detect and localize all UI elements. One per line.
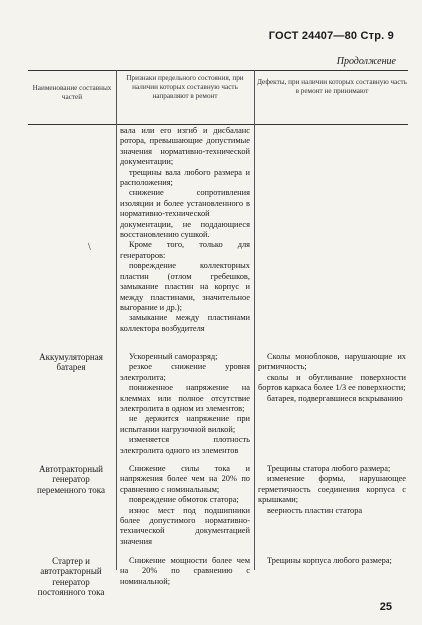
row2-sign-3: износ мест под подшипники более допустимого нормативно-технической документацией значения [120, 505, 250, 546]
row0-sign-1: вала или его изгиб и дисбаланс ротора, превышающие допустимые значения нормативно-технической документации; [120, 126, 250, 167]
table-top-rule [28, 70, 408, 71]
row1-sign-2: резкое снижение уровня электролита; [120, 362, 250, 382]
row0-signs [120, 126, 250, 334]
row0-sign-6: замыкание между пластинами коллектора возбудителя [120, 313, 250, 333]
row2-signs [120, 464, 250, 547]
column-header-parts: Наименование составных частей [32, 84, 112, 101]
row0-sign-3: снижение сопротивления изоляции и более установленного в нормативно-технической документации, не поддающиеся восстановлению сушкой. [120, 188, 250, 240]
margin-mark: \ [88, 242, 91, 253]
row2-sign-1: Снижение силы тока и напряжения более чем на 20% по сравнению с номинальным; [120, 464, 250, 494]
row1-part-name: Аккумуляторная батарея [39, 352, 103, 373]
row3-defect-1: Трещины корпуса любого размера; [267, 556, 392, 565]
table-header-rule [28, 124, 408, 125]
row3-signs [120, 556, 250, 587]
row2-defect-3: веерность пластин статора [267, 505, 363, 515]
row2-defects [258, 464, 406, 516]
row1-signs [120, 352, 250, 456]
row3-part-name: Стартер и автотракторный генератор постоянного тока [37, 556, 105, 598]
row1-defect-1: Сколы моноблоков, нарушающие их ритмичность; [258, 352, 406, 372]
row0-sign-5: повреждение коллекторных пластин (отлом гребешков, замыкание пластин на корпус и между пластинами, значительное выгорание и др.); [120, 261, 250, 312]
column-divider-1 [116, 70, 117, 570]
row1-defects [258, 352, 406, 404]
page-number: 25 [379, 601, 392, 613]
row1-sign-5: изменяется плотность электролита одного из элементов [120, 435, 250, 455]
continued-label: Продолжение [336, 56, 396, 67]
row2-defect-2: изменение формы, нарушающее герметичность соединения корпуса с крышками; [258, 474, 406, 505]
row1-sign-1: Ускоренный саморазряд; [129, 352, 218, 361]
row2-defect-1: Трещины статора любого размера; [267, 464, 391, 473]
row1-defect-3: батарея, подвергавшиеся вскрыванию [267, 393, 403, 403]
column-header-defects: Дефекты, при наличии которых составную часть в ремонт не принимают [257, 78, 407, 95]
row2-part-name: Автотракторный генератор переменного тока [37, 464, 105, 495]
row3-sign-1: Снижение мощности более чем на 20% по сравнению с номинальной; [120, 556, 250, 586]
row3-defects [258, 556, 406, 566]
requirements-table [28, 70, 408, 610]
row1-defect-2: сколы и обугливание поверхности бортов каркаса более 1/3 ее поверхности; [258, 372, 406, 393]
row2-sign-2: повреждение обмоток статора; [129, 495, 239, 505]
row0-sign-4: Кроме того, только для генераторов: [120, 240, 250, 260]
row0-sign-2: трещины вала любого размера и расположения; [120, 167, 250, 188]
column-header-limit-signs: Признаки предельного состояния, при наличии которых составную часть направляют в ремонт [126, 74, 244, 100]
row1-sign-3: пониженное напряжение на клеммах или полное отсутствие электролита в одном из элементов; [120, 383, 250, 414]
column-divider-2 [254, 70, 255, 570]
row1-sign-4: не держится напряжение при испытании нагрузочной вилкой; [120, 414, 250, 434]
standard-code-header: ГОСТ 24407—80 Стр. 9 [268, 30, 394, 42]
